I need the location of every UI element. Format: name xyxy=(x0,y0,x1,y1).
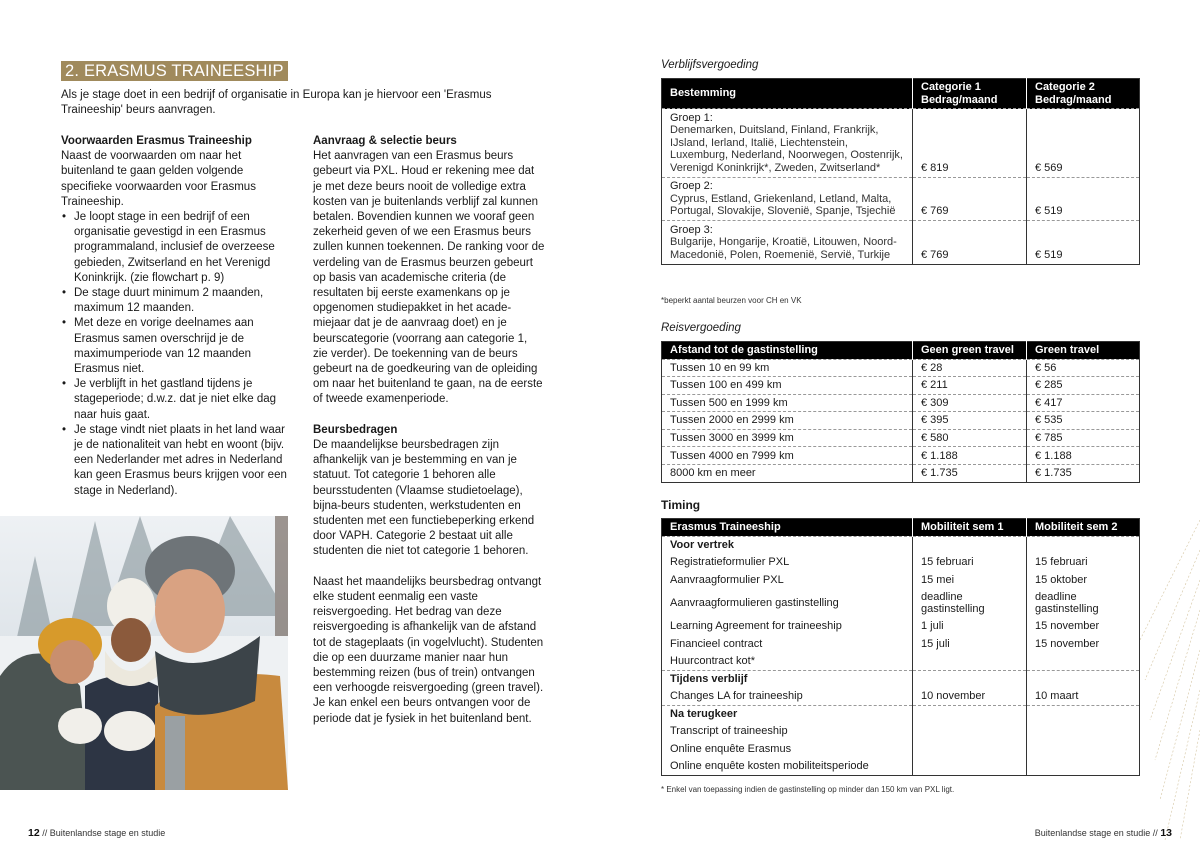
table-row xyxy=(662,688,1140,706)
reis-caption: Reisvergoeding xyxy=(661,322,741,334)
green-amount: € 56 xyxy=(1027,359,1140,377)
step-label: Registratieformulier PXL xyxy=(662,554,913,572)
footer-text: Buitenlandse stage en studie // xyxy=(1034,828,1158,838)
sem1-deadline: 15 mei xyxy=(913,571,1027,589)
sem1-deadline: 1 juli xyxy=(913,618,1027,636)
footer-left xyxy=(28,826,165,841)
voorwaarden-text: Naast de voorwaarden om naar het buitenland te gaan gelden volgende specifieke voorwaarden voor Erasmus Traineeship. xyxy=(61,150,256,208)
green-amount: € 785 xyxy=(1027,429,1140,447)
voorwaarden-list xyxy=(61,210,293,499)
no-green-amount: € 395 xyxy=(913,412,1027,430)
bullet-item: • Met deze en vorige deelnames aan Erasmus samen overschrijd je de maximumperiode van 12 maanden Erasmus niet. xyxy=(61,316,293,377)
verblijf-caption: Verblijfsvergoeding xyxy=(661,59,759,71)
column-header: Categorie 2 Bedrag/maand xyxy=(1027,79,1140,109)
sem2-deadline xyxy=(1027,723,1140,741)
column-header: Mobiliteit sem 2 xyxy=(1027,519,1140,537)
sem2-deadline: deadline gastinstelling xyxy=(1027,589,1140,618)
table-row xyxy=(662,758,1140,776)
table-row xyxy=(662,359,1140,377)
table-row xyxy=(662,618,1140,636)
countries-text: Denemarken, Duitsland, Finland, Frankrijk, IJsland, Ierland, Italië, Liechtenstein, Luxemburg, Nederland, Noorwegen, Oostenrijk, Verenigd Koninkrijk*, Zweden, Zwitserland* xyxy=(670,124,903,174)
cat1-amount: € 769 xyxy=(913,221,1027,265)
step-label: Na terugkeer xyxy=(662,705,913,723)
step-label: Financieel contract xyxy=(662,635,913,653)
green-amount: € 417 xyxy=(1027,394,1140,412)
sem1-deadline: deadline gastinstelling xyxy=(913,589,1027,618)
table-row xyxy=(662,554,1140,572)
column-header: Mobiliteit sem 1 xyxy=(913,519,1027,537)
green-amount: € 535 xyxy=(1027,412,1140,430)
step-label: Online enquête Erasmus xyxy=(662,740,913,758)
cat2-amount: € 519 xyxy=(1027,221,1140,265)
sem2-deadline xyxy=(1027,705,1140,723)
sem1-deadline xyxy=(913,723,1027,741)
bullet-item: • De stage duurt minimum 2 maanden, maximum 12 maanden. xyxy=(61,286,293,316)
sem2-deadline: 15 november xyxy=(1027,635,1140,653)
green-amount: € 285 xyxy=(1027,377,1140,395)
column-header: Bestemming xyxy=(662,79,913,109)
decorative-gold-lines xyxy=(1140,520,1200,840)
distance-cell: Tussen 4000 en 7999 km xyxy=(662,447,913,465)
cat1-amount: € 819 xyxy=(913,109,1027,178)
section-title: 2. ERASMUS TRAINEESHIP xyxy=(61,61,288,81)
group-label: Groep 3: xyxy=(670,223,713,236)
section-row xyxy=(662,705,1140,723)
step-label: Voor vertrek xyxy=(662,536,913,554)
no-green-amount: € 309 xyxy=(913,394,1027,412)
intro-text: Als je stage doet in een bedrijf of organisatie in Europa kan je hiervoor een 'Erasmus Traineeship' beurs aanvragen. xyxy=(61,89,492,117)
voorwaarden-heading: Voorwaarden Erasmus Traineeship xyxy=(61,135,252,147)
sem1-deadline: 10 november xyxy=(913,688,1027,706)
sem2-deadline: 10 maart xyxy=(1027,688,1140,706)
timing-heading: Timing xyxy=(661,498,701,512)
group-label: Groep 1: xyxy=(670,111,713,124)
beursbedragen-paragraph: De maandelijkse beursbedragen zijn afhankelijk van je bestemming en van je statuut. Tot categorie 1 behoren alle beursstudenten (Vlaamse studietoelage), bijna-beurs studenten, werkstudenten en studenten met een functiebeperking erkend door VAPH. Categorie 2 bestaat uit alle studenten die niet tot categorie 1 behoren. xyxy=(313,439,535,558)
step-label: Aanvraagformulieren gastinstelling xyxy=(662,589,913,618)
students-winter-photo xyxy=(0,516,288,790)
table-row xyxy=(662,447,1140,465)
column-header: Afstand tot de gastinstelling xyxy=(662,342,913,360)
sem2-deadline xyxy=(1027,758,1140,776)
page-number: 13 xyxy=(1160,827,1172,839)
step-label: Online enquête kosten mobiliteitsperiode xyxy=(662,758,913,776)
table-row xyxy=(662,429,1140,447)
column-header: Geen green travel xyxy=(913,342,1027,360)
table-row xyxy=(662,589,1140,618)
beursbedragen-heading: Beursbedragen xyxy=(313,423,398,436)
sem1-deadline xyxy=(913,653,1027,671)
table-row xyxy=(662,465,1140,483)
sem1-deadline xyxy=(913,758,1027,776)
table-row xyxy=(662,653,1140,671)
section-row xyxy=(662,670,1140,688)
footer-text: // Buitenlandse stage en studie xyxy=(42,828,166,838)
voorwaarden-column xyxy=(61,134,293,499)
verblijf-note: *beperkt aantal beurzen voor CH en VK xyxy=(661,296,802,305)
column-header: Erasmus Traineeship xyxy=(662,519,913,537)
table-row xyxy=(662,394,1140,412)
reis-table xyxy=(661,341,1140,483)
distance-cell: Tussen 100 en 499 km xyxy=(662,377,913,395)
sem1-deadline xyxy=(913,670,1027,688)
destination-cell xyxy=(662,177,913,221)
table-row xyxy=(662,412,1140,430)
no-green-amount: € 211 xyxy=(913,377,1027,395)
sem1-deadline xyxy=(913,740,1027,758)
cat2-amount: € 519 xyxy=(1027,177,1140,221)
step-label: Aanvraagformulier PXL xyxy=(662,571,913,589)
table-row xyxy=(662,635,1140,653)
sem2-deadline xyxy=(1027,670,1140,688)
cat1-amount: € 769 xyxy=(913,177,1027,221)
step-label: Learning Agreement for traineeship xyxy=(662,618,913,636)
table-row xyxy=(662,740,1140,758)
cat2-amount: € 569 xyxy=(1027,109,1140,178)
bullet-item: • Je verblijft in het gastland tijdens je stageperiode; d.w.z. dat je niet elke dag naar huis gaat. xyxy=(61,377,293,423)
timing-note: * Enkel van toepassing indien de gastinstelling op minder dan 150 km van PXL ligt. xyxy=(661,785,955,794)
aanvraag-text: Het aanvragen van een Erasmus beurs gebeurt via PXL. Houd er rekening mee dat je met deze beurs nooit de volledige extra kosten van je buitenlands verblijf zal kunnen betalen. Bovendien kunnen we vooraf geen zekerheid geven of we een Erasmus beurs zullen kunnen toekennen. De ranking voor de verdeling van de Erasmus beurzen gebeurt op basis van academische criteria (de resultaten bij eerste examenkans op je opgenomen studiepakket in het academiejaar dat je de aanvraag doet) en je beurscategorie (voorrang aan categorie 1, zie verder). De toekenning van de beurs gebeurt na de goedkeuring van de opleiding om naar het buitenland te gaan, na de eerste of tweede examenperiode. xyxy=(313,150,545,406)
table-row xyxy=(662,571,1140,589)
sem1-deadline: 15 juli xyxy=(913,635,1027,653)
bullet-item: • Je loopt stage in een bedrijf of een organisatie gevestigd in een Erasmus programmaland, inclusief de overzeese gebieden, Zwitserland en het Verenigd Koninkrijk. (zie flowchart p. 9) xyxy=(61,210,293,286)
aanvraag-column xyxy=(313,134,545,742)
green-amount: € 1.735 xyxy=(1027,465,1140,483)
section-row xyxy=(662,536,1140,554)
column-header: Categorie 1 Bedrag/maand xyxy=(913,79,1027,109)
aanvraag-heading: Aanvraag & selectie beurs xyxy=(313,135,457,147)
distance-cell: Tussen 3000 en 3999 km xyxy=(662,429,913,447)
table-row xyxy=(662,109,1140,178)
no-green-amount: € 580 xyxy=(913,429,1027,447)
timing-table xyxy=(661,518,1140,776)
table-row xyxy=(662,723,1140,741)
page-number: 12 xyxy=(28,827,40,839)
sem1-deadline xyxy=(913,536,1027,554)
step-label: Transcript of traineeship xyxy=(662,723,913,741)
sem2-deadline: 15 november xyxy=(1027,618,1140,636)
no-green-amount: € 28 xyxy=(913,359,1027,377)
distance-cell: Tussen 2000 en 2999 km xyxy=(662,412,913,430)
sem2-deadline: 15 oktober xyxy=(1027,571,1140,589)
table-row xyxy=(662,221,1140,265)
step-label: Changes LA for traineeship xyxy=(662,688,913,706)
bullet-item: • Je stage vindt niet plaats in het land waar je de nationaliteit van hebt en woont (bijv. een Nederlander met adres in Nederland kan geen Erasmus beurs krijgen voor een stage in Nederland). xyxy=(61,423,293,499)
no-green-amount: € 1.735 xyxy=(913,465,1027,483)
table-row xyxy=(662,177,1140,221)
step-label: Tijdens verblijf xyxy=(662,670,913,688)
beursbedragen-paragraph: Naast het maandelijks beursbedrag ontvangt elke student eenmalig een vaste reisvergoeding. Het bedrag van deze reisvergoeding is afhankelijk van de afstand tot de stageplaats (in vogelvlucht). Studenten die op een duurzame manier naar hun bestemming reizen (bus of trein) ontvangen een verhoogde reisvergoeding (green travel). Je kan enkel een beurs ontvangen voor de periode dat je fysiek in het buitenland bent. xyxy=(313,575,544,725)
destination-cell xyxy=(662,109,913,178)
sem2-deadline xyxy=(1027,536,1140,554)
distance-cell: Tussen 10 en 99 km xyxy=(662,359,913,377)
countries-text: Cyprus, Estland, Griekenland, Letland, Malta, Portugal, Slovakije, Slovenië, Spanje, Tsjechië xyxy=(670,192,896,217)
countries-text: Bulgarije, Hongarije, Kroatië, Litouwen, Noord-Macedonië, Polen, Roemenië, Servië, Turkije xyxy=(670,236,897,261)
verblijf-table xyxy=(661,78,1140,265)
sem2-deadline xyxy=(1027,653,1140,671)
distance-cell: 8000 km en meer xyxy=(662,465,913,483)
sem2-deadline: 15 februari xyxy=(1027,554,1140,572)
group-label: Groep 2: xyxy=(670,180,713,192)
sem2-deadline xyxy=(1027,740,1140,758)
step-label: Huurcontract kot* xyxy=(662,653,913,671)
column-header: Green travel xyxy=(1027,342,1140,360)
green-amount: € 1.188 xyxy=(1027,447,1140,465)
sem1-deadline xyxy=(913,705,1027,723)
no-green-amount: € 1.188 xyxy=(913,447,1027,465)
table-row xyxy=(662,377,1140,395)
destination-cell xyxy=(662,221,913,265)
distance-cell: Tussen 500 en 1999 km xyxy=(662,394,913,412)
sem1-deadline: 15 februari xyxy=(913,554,1027,572)
